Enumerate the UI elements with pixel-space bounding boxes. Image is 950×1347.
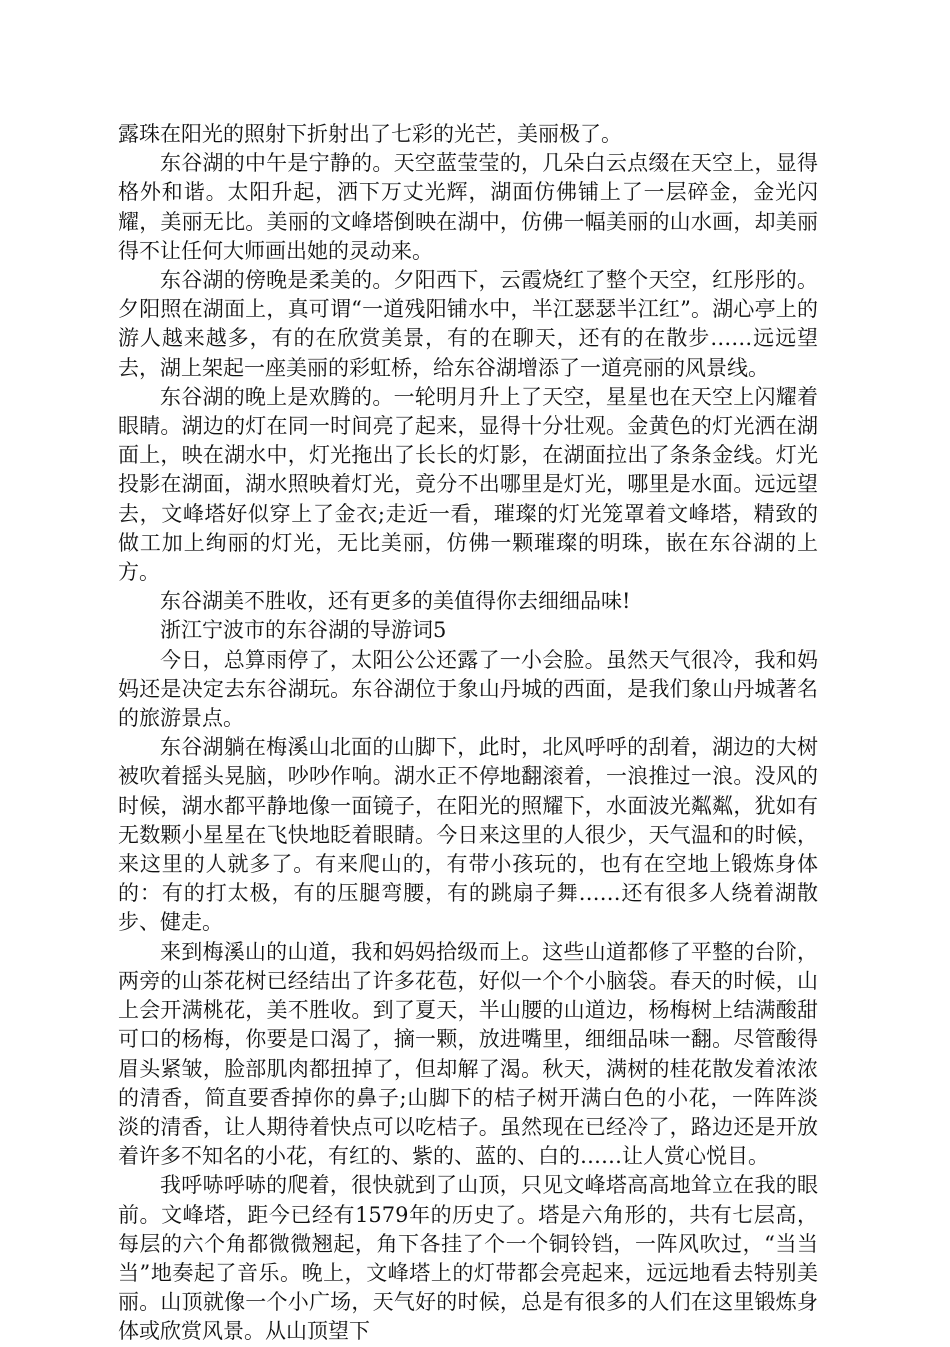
paragraph-night: 东谷湖的晚上是欢腾的。一轮明月升上了天空，星星也在天空上闪耀着眼睛。湖边的灯在同一时间亮了起来，显得十分壮观。金黄色的灯光洒在湖面上，映在湖水中，灯光拖出了长长的灯影，在湖面拉出了条条金线。灯光投影在湖面，湖水照映着灯光，竟分不出哪里是灯光，哪里是水面。远远望去，文峰塔好似穿上了金衣;走近一看，璀璨的灯光笼罩着文峰塔，精致的做工加上绚丽的灯光，无比美丽，仿佛一颗璀璨的明珠，嵌在东谷湖的上方。	[118, 384, 818, 585]
paragraph-intro: 今日，总算雨停了，太阳公公还露了一小会脸。虽然天气很冷，我和妈妈还是决定去东谷湖玩。东谷湖位于象山丹城的西面，是我们象山丹城著名的旅游景点。	[118, 647, 818, 731]
paragraph-summit: 我呼哧呼哧的爬着，很快就到了山顶，只见文峰塔高高地耸立在我的眼前。文峰塔，距今已经有1579年的历史了。塔是六角形的，共有七层高，每层的六个角都微微翘起，角下各挂了个一个铜铃铛，一阵风吹过，“当当当”地奏起了音乐。晚上，文峰塔上的灯带都会亮起来，远远地看去特别美丽。山顶就像一个小广场，天气好的时候，总是有很多的人们在这里锻炼身体或欣赏风景。从山顶望下	[118, 1173, 818, 1344]
paragraph-evening: 东谷湖的傍晚是柔美的。夕阳西下，云霞烧红了整个天空，红彤彤的。夕阳照在湖面上，真可谓“一道残阳铺水中，半江瑟瑟半江红”。湖心亭上的游人越来越多，有的在欣赏美景，有的在聊天，还有的在散步……远远望去，湖上架起一座美丽的彩虹桥，给东谷湖增添了一道亮丽的风景线。	[118, 268, 818, 380]
body-text	[118, 120, 818, 1347]
paragraph-lake: 东谷湖躺在梅溪山北面的山脚下，此时，北风呼呼的刮着，湖边的大树被吹着摇头晃脑，吵吵作响。湖水正不停地翻滚着，一浪推过一浪。没风的时候，湖水都平静地像一面镜子，在阳光的照耀下，水面波光粼粼，犹如有无数颗小星星在飞快地眨着眼睛。今日来这里的人很少，天气温和的时候，来这里的人就多了。有来爬山的，有带小孩玩的，也有在空地上锻炼身体的：有的打太极，有的压腿弯腰，有的跳扇子舞……还有很多人绕着湖散步、健走。	[118, 735, 818, 935]
paragraph-noon: 东谷湖的中午是宁静的。天空蓝莹莹的，几朵白云点缀在天空上，显得格外和谐。太阳升起，洒下万丈光辉，湖面仿佛铺上了一层碎金，金光闪耀，美丽无比。美丽的文峰塔倒映在湖中，仿佛一幅美丽的山水画，却美丽得不让任何大师画出她的灵动来。	[118, 151, 818, 263]
paragraph-mountain-path: 来到梅溪山的山道，我和妈妈拾级而上。这些山道都修了平整的台阶，两旁的山茶花树已经结出了许多花苞，好似一个个小脑袋。春天的时候，山上会开满桃花，美不胜收。到了夏天，半山腰的山道边，杨梅树上结满酸甜可口的杨梅，你要是口渴了，摘一颗，放进嘴里，细细品味一翻。尽管酸得眉头紧皱，脸部肌肉都扭掉了，但却解了渴。秋天，满树的桂花散发着浓浓的清香，简直要香掉你的鼻子;山脚下的桔子树开满白色的小花，一阵阵淡淡的清香，让人期待着快点可以吃桔子。虽然现在已经冷了，路边还是开放着许多不知名的小花，有红的、紫的、蓝的、白的……让人赏心悦目。	[118, 939, 818, 1169]
paragraph-conclusion: 东谷湖美不胜收，还有更多的美值得你去细细品味!	[160, 589, 631, 614]
paragraph-continuation: 露珠在阳光的照射下折射出了七彩的光芒，美丽极了。	[118, 122, 622, 146]
section-title: 浙江宁波市的东谷湖的导游词5	[160, 618, 447, 643]
